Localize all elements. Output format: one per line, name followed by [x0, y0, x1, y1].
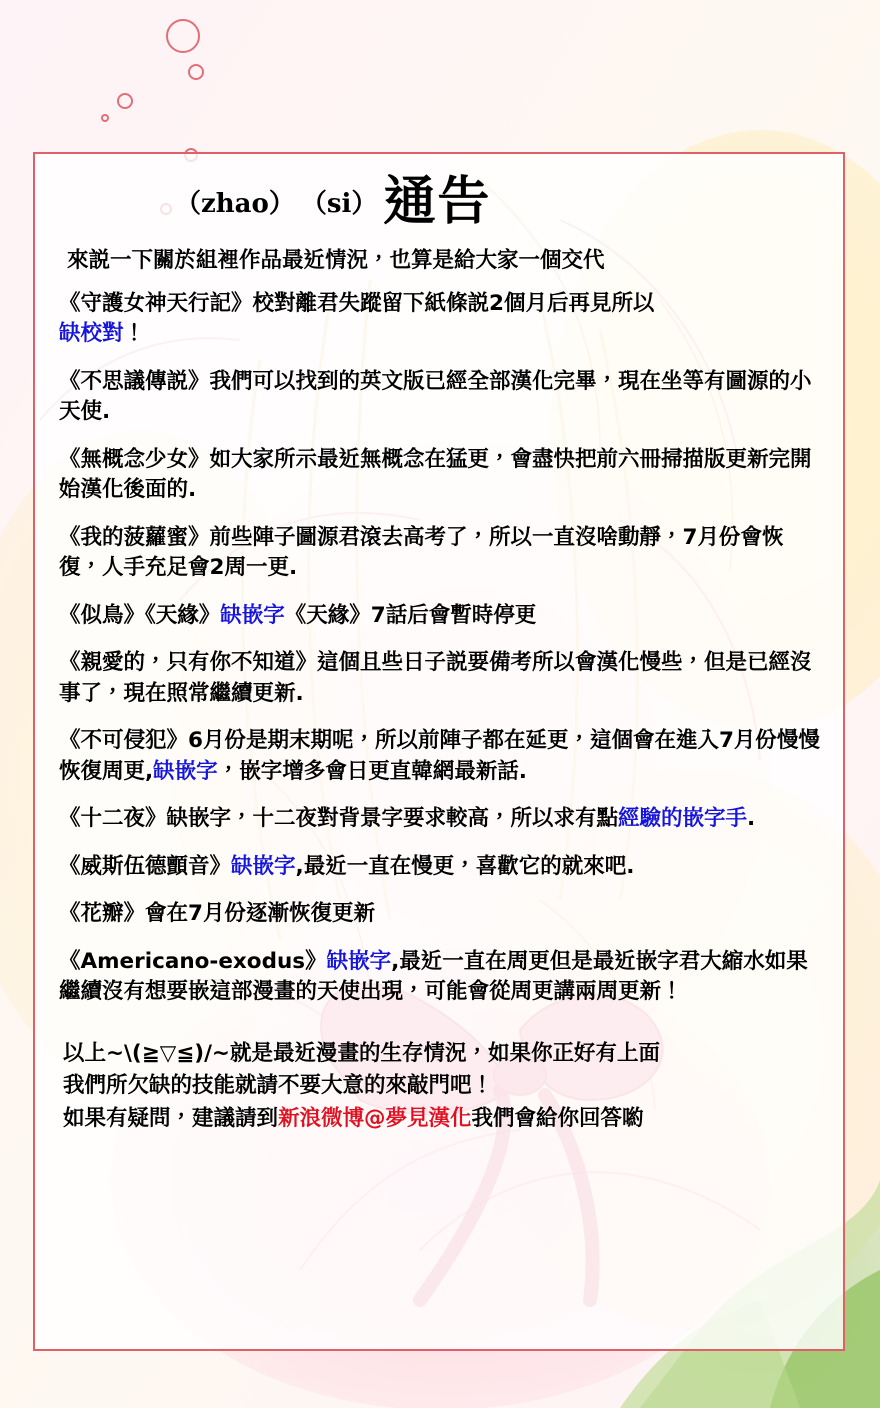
item-4-text-b: 《天緣》7話后會暫時停更: [284, 602, 537, 628]
item-7: [59, 804, 821, 835]
page-title: 通告: [383, 172, 492, 232]
item-7-text-a: 《十二夜》缺嵌字，十二夜對背景字要求較高，所以求有點: [59, 806, 619, 832]
footer-line-2: 我們所欠缺的技能就請不要大意的來敲門吧！: [63, 1073, 494, 1099]
item-10-text-a: 《Americano-exodus》: [59, 948, 327, 974]
footer-line-3-suffix: 我們會給你回答喲: [471, 1106, 644, 1132]
item-2-text-a: 《無概念少女》如大家所示最近無概念在猛更，會盡快把前六冊掃描版更新完開始漢化後面的.: [59, 446, 812, 503]
footer-block: [35, 1025, 843, 1134]
item-4-text-a: 《似鳥》《天緣》: [59, 602, 221, 628]
item-8: [59, 852, 821, 883]
pinyin-zhao: （zhao）: [175, 189, 295, 219]
footer-line-3-prefix: 如果有疑問，建議請到: [63, 1106, 279, 1132]
item-6-text-b: ，嵌字增多會日更直韓網最新話.: [217, 758, 527, 784]
item-8-text-a: 《威斯伍德顫音》: [59, 853, 232, 879]
item-5: [59, 648, 821, 709]
item-2: [59, 445, 821, 506]
intro-paragraph: 來説一下關於組裡作品最近情況，也算是給大家一個交代: [67, 248, 605, 273]
item-1-text-a: 《不思議傳説》我們可以找到的英文版已經全部漢化完畢，現在坐等有圖源的小天使.: [59, 368, 812, 425]
item-8-text-b: ,最近一直在慢更，喜歡它的就來吧.: [295, 853, 635, 879]
item-6-text-a: 《不可侵犯》6月份是期末期呢，所以前陣子都在延更，這個會在進入7月份慢慢恢復周更,: [59, 728, 820, 784]
item-3: [59, 523, 821, 584]
item-8-tag: 缺嵌字: [231, 853, 296, 879]
item-4-tag: 缺嵌字: [220, 602, 285, 628]
item-0-text-a: 《守護女神天行記》校對離君失蹤留下紙條説2個月后再見所以: [59, 290, 655, 316]
item-10-tag: 缺嵌字: [326, 948, 392, 974]
item-5-text-a: 《親愛的，只有你不知道》這個且些日子説要備考所以會漢化慢些，但是已經沒事了，現在照常繼續更新.: [59, 650, 812, 706]
item-0-tag: 缺校對: [59, 321, 124, 347]
item-7-text-b: .: [747, 806, 756, 832]
item-3-text-a: 《我的菠蘿蜜》前些陣子圖源君滾去高考了，所以一直沒啥動靜，7月份會恢復，人手充足會2周一更.: [59, 524, 784, 581]
pinyin-si: （si）: [300, 189, 378, 219]
item-10-text-b: ,最近一直在周更但是最近嵌字君大縮水如果繼續沒有想要嵌這部漫畫的天使出現，可能會從周更講兩周更新！: [59, 948, 808, 1005]
item-9: [59, 899, 821, 930]
item-0: [59, 289, 821, 350]
weibo-link[interactable]: 新浪微博@夢見漢化: [278, 1106, 472, 1132]
title-row: [35, 154, 843, 232]
item-4: [59, 601, 821, 632]
item-6: [59, 726, 821, 787]
item-6-tag: 缺嵌字: [153, 758, 218, 784]
item-0-text-b: ！: [123, 321, 146, 347]
item-7-tag: 經驗的嵌字手: [618, 806, 748, 832]
item-1: [59, 367, 821, 428]
footer-line-3: [63, 1104, 821, 1134]
item-9-text-a: 《花瓣》會在7月份逐漸恢復更新: [59, 901, 375, 927]
announcement-body: [35, 228, 843, 1008]
item-10: [59, 947, 821, 1008]
footer-line-1: 以上~\(≧▽≦)/~就是最近漫畫的生存情況，如果你正好有上面: [63, 1040, 660, 1066]
announcement-panel: [33, 152, 845, 1351]
